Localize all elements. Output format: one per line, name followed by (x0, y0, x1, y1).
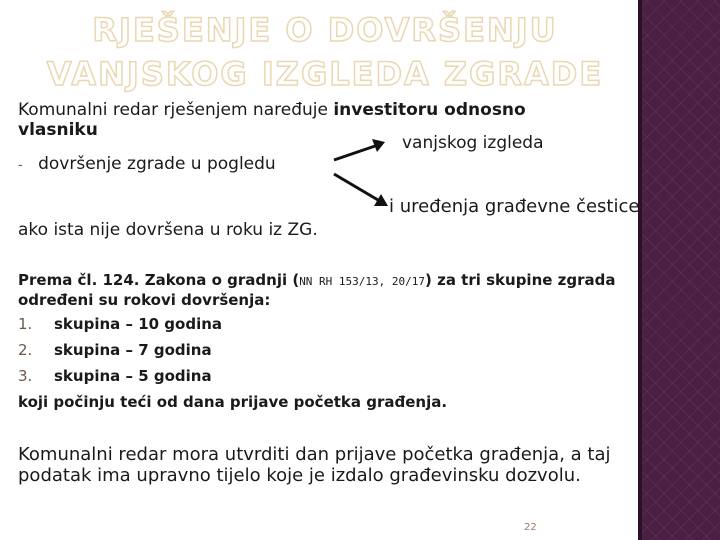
block2-intro-line2: određeni su rokovi dovršenja: (18, 291, 271, 309)
title-line-1: RJEŠENJE O DOVRŠENJU (92, 11, 558, 49)
side-decoration-panel (642, 0, 720, 540)
block2-intro-line1 (18, 270, 616, 292)
branch-label-2: i uređenja građevne čestice (389, 196, 640, 217)
law-reference: NN RH 153/13, 20/17 (299, 275, 426, 288)
block1-item (18, 154, 276, 176)
list-item-number: 2. (18, 341, 33, 359)
block1-line1-normal: Komunalni redar rješenjem naređuje (18, 100, 334, 120)
block3-paragraph: Komunalni redar mora utvrditi dan prijave početka građenja, a taj podatak ima upravno tijelo koje je izdalo građevinsku dozvolu. (18, 444, 611, 486)
list-item (18, 366, 212, 387)
arrow-up-right-icon (330, 136, 390, 166)
intro-part-a: Prema čl. 124. Zakona o gradnji ( (18, 271, 300, 289)
arrow-down-right-icon (330, 170, 392, 210)
block1-item-text: dovršenje zgrade u pogledu (38, 154, 276, 174)
intro-part-b: ) za tri skupine zgrada (425, 271, 616, 289)
page-number: 22 (524, 522, 537, 533)
title-line-2: VANJSKOG IZGLEDA ZGRADE (46, 55, 604, 93)
list-item-number: 3. (18, 367, 33, 385)
slide-title (20, 8, 630, 96)
block1-condition: ako ista nije dovršena u roku iz ZG. (18, 220, 318, 240)
list-item (18, 340, 212, 361)
list-item-text: skupina – 7 godina (54, 341, 212, 359)
block1-line1-bold: investitoru odnosno (333, 100, 526, 120)
list-item-text: skupina – 10 godina (54, 315, 223, 333)
block2-closing: koji počinju teći od dana prijave početka građenja. (18, 393, 448, 411)
list-item-number: 1. (18, 315, 33, 333)
block1-line2: vlasniku (18, 120, 98, 140)
branch-label-1: vanjskog izgleda (402, 133, 544, 153)
block1-line1 (18, 100, 526, 120)
list-item (18, 314, 222, 335)
dash-bullet: - (18, 158, 23, 173)
list-item-text: skupina – 5 godina (54, 367, 212, 385)
